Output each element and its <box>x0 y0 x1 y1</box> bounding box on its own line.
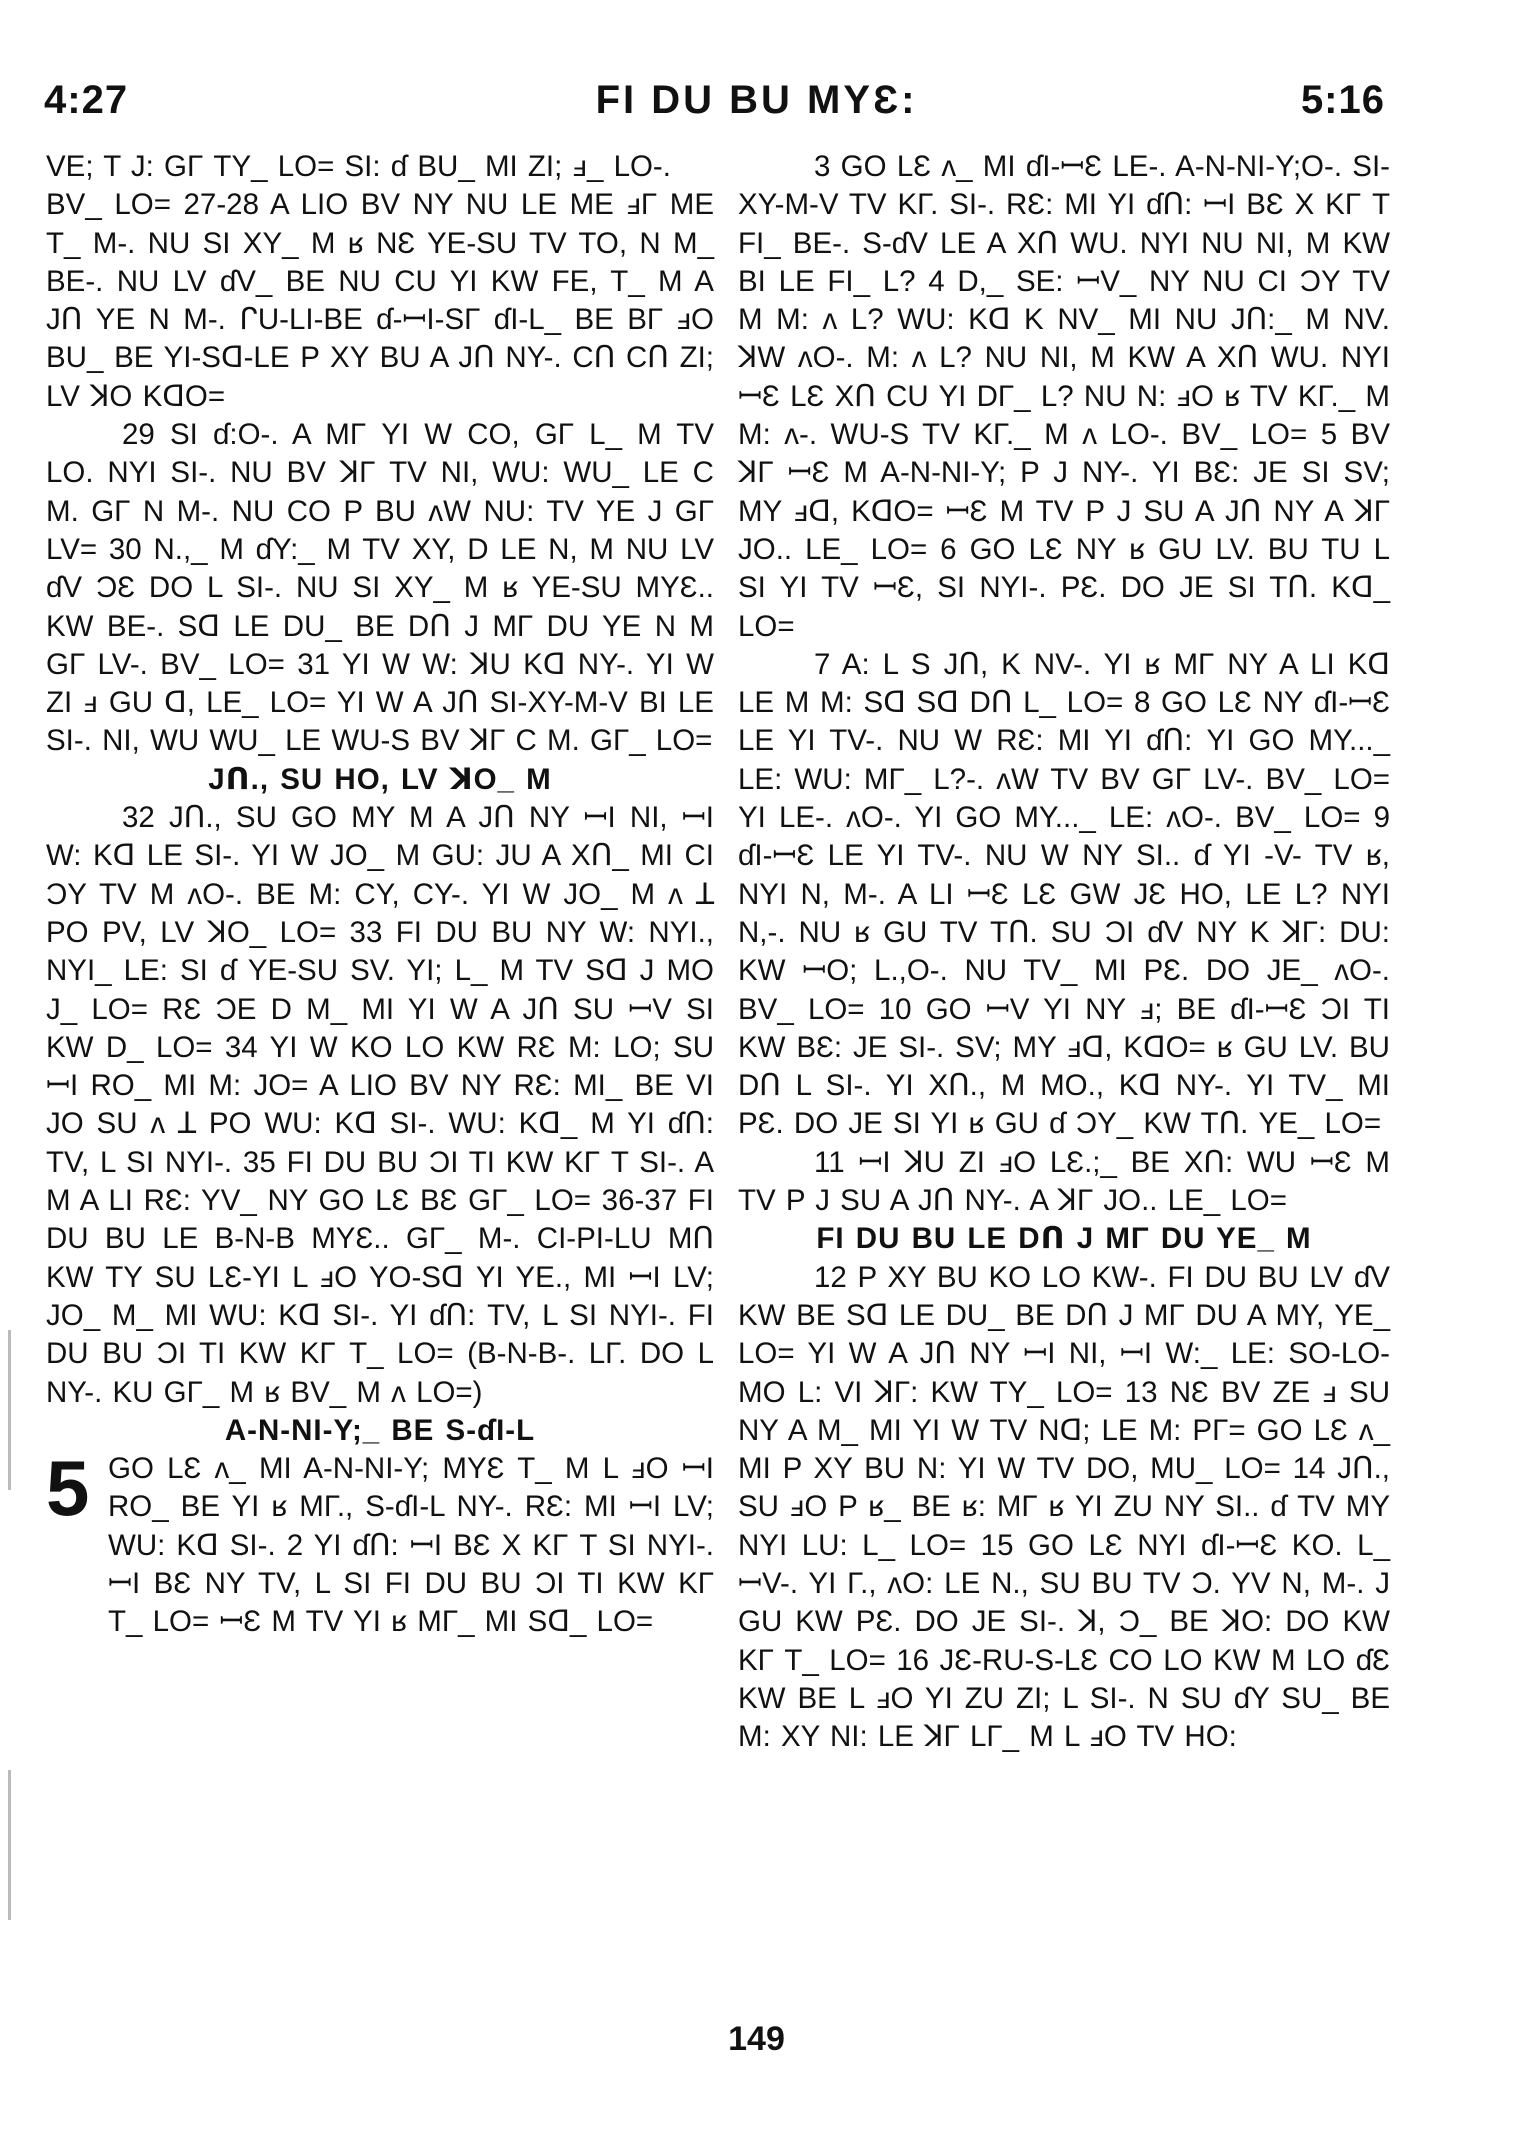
right-column <box>738 148 1390 1756</box>
paragraph: BV_ LO= 27-28 A LIO BV NY NU LE ME ⅎΓ ME T_ M-. NU SI XY_ M ʁ NƐ YE-SU TV TO, N M_ BE-. NU LV ɗV_ BE NU CU YI KW FE, T_ M A Jᑎ YE N M-. ᒋU-LI-BE ɗ-ꟷI-SΓ ɗI-L_ BE BΓ ⅎO BU_ BE YI-Sꓷ-LE P XY BU A Jᑎ NY-. Cᑎ Cᑎ ZI; LV ꓘO KꓷO= <box>46 188 714 413</box>
page-number: 149 <box>728 2020 785 2058</box>
chapter-number: 5 <box>46 1444 90 1533</box>
paragraph: VE; T J: GΓ TY_ LO= SI: ɗ BU_ MI ZI; ⅎ_ LO-. <box>46 150 671 183</box>
paragraph: 11 ꟷI ꓘU ZI ⅎO LƐ.;_ BE Xᑎ: WU ꟷƐ M TV P J SU A Jᑎ NY-. A ꓘΓ JO.. LE_ LO= <box>738 1145 1390 1218</box>
header-book-title: FI DU BU MYƐ: <box>595 78 918 122</box>
header-chapter-verse-end: 5:16 <box>1300 78 1385 122</box>
header-chapter-verse-start: 4:27 <box>44 78 129 122</box>
paragraph: 12 P XY BU KO LO KW-. FI DU BU LV ɗV KW BE Sꓷ LE DU_ BE Dᑎ J MΓ DU A MY, YE_ LO= YI W A Jᑎ NY ꟷI NI, ꟷI W:_ LE: SO-LO-MO L: VI ꓘΓ: KW TY_ LO= 13 NƐ BV ZE ⅎ SU NY A M_ MI YI W TV Nꓷ; LE M: PΓ= GO LƐ ʌ_ MI P XY BU N: YI W TV DO, MU_ LO= 14 Jᑎ., SU ⅎO P ʁ_ BE ʁ: MΓ ʁ YI ZU NY SI.. ɗ TV MY NYI LU: L_ LO= 15 GO LƐ NYI ɗI-ꟷƐ KO. L_ ꟷV-. YI Γ., ʌO: LE N., SU BU TV Ɔ. YV N, M-. J GU KW PƐ. DO JE SI-. ꓘ, Ɔ_ BE ꓘO: DO KW KΓ T_ LO= 16 JƐ-RU-S-LƐ CO LO KW M LO ɗƐ KW BE L ⅎO YI ZU ZI; L SI-. N SU ɗY SU_ BE M: XY NI: LE ꓘΓ LΓ_ M L ⅎO TV HO: <box>738 1260 1390 1754</box>
paragraph: 32 Jᑎ., SU GO MY M A Jᑎ NY ꟷI NI, ꟷI W: Kꓷ LE SI-. YI W JO_ M GU: JU A Xᑎ_ MI CI ƆY TV M ʌO-. BE M: CY, CY-. YI W JO_ M ʌ ꓕ PO PV, LV ꓘO_ LO= 33 FI DU BU NY W: NYI., NYI_ LE: SI ɗ YE-SU SV. YI; L_ M TV Sꓷ J MO J_ LO= RƐ ƆE D M_ MI YI W A Jᑎ SU ꟷV SI KW D_ LO= 34 YI W KO LO KW RƐ M: LO; SU ꟷI RO_ MI M: JO= A LIO BV NY RƐ: MI_ BE VI JO SU ʌ ꓕ PO WU: Kꓷ SI-. WU: Kꓷ_ M YI ɗᑎ: TV, L SI NYI-. 35 FI DU BU ƆI TI KW KΓ T SI-. A M A LI RƐ: YV_ NY GO LƐ BƐ GΓ_ LO= 36-37 FI DU BU LE B-N-B MYƐ.. GΓ_ M-. CI-PI-LU Mᑎ KW TY SU LƐ-YI L ⅎO YO-Sꓷ YI YE., MI ꟷI LV; JO_ M_ MI WU: Kꓷ SI-. YI ɗᑎ: TV, L SI NYI-. FI DU BU ƆI TI KW KΓ T_ LO= (B-N-B-. LΓ. DO L NY-. KU GΓ_ M ʁ BV_ M ʌ LO=) <box>46 801 714 1409</box>
paragraph: GO LƐ ʌ_ MI A-N-NI-Y; MYƐ T_ M L ⅎO ꟷI RO_ BE YI ʁ MΓ., S-ɗI-L NY-. RƐ: MI ꟷI LV; WU: Kꓷ SI-. 2 YI ɗᑎ: ꟷI BƐ X KΓ T SI NYI-. ꟷI BƐ NY TV, L SI FI DU BU ƆI TI KW KΓ T_ LO= ꟷƐ M TV YI ʁ MΓ_ MI Sꓷ_ LO= <box>108 1452 714 1639</box>
paragraph: 7 A: L S Jᑎ, K NV-. YI ʁ MΓ NY A LI Kꓷ LE M M: Sꓷ Sꓷ Dᑎ L_ LO= 8 GO LƐ NY ɗI-ꟷƐ LE YI TV-. NU W RƐ: MI YI ɗᑎ: YI GO MY..._ LE: WU: MΓ_ L?-. ʌW TV BV GΓ LV-. BV_ LO= YI LE-. ʌO-. YI GO MY..._ LE: ʌO-. BV_ LO= 9 ɗI-ꟷƐ LE YI TV-. NU W NY SI.. ɗ YI -V- TV ʁ, NYI N, M-. A LI ꟷƐ LƐ GW JƐ HO, LE L? NYI N,-. NU ʁ GU TV Tᑎ. SU ƆI ɗV NY K ꓘΓ: DU: KW ꟷO; L.,O-. NU TV_ MI PƐ. DO JE_ ʌO-. BV_ LO= 10 GO ꟷV YI NY ⅎ; BE ɗI-ꟷƐ ƆI TI KW BƐ: JE SI-. SV; MY ⅎꓷ, KꓷO= ʁ GU LV. BU Dᑎ L SI-. YI Xᑎ., M MO., Kꓷ NY-. YI TV_ MI PƐ. DO JE SI YI ʁ GU ɗ ƆY_ KW Tᑎ. YE_ LO= <box>738 647 1390 1141</box>
left-column <box>46 148 714 1642</box>
section-heading: A-N-NI-Y;_ BE S-ɗI-L <box>224 1413 536 1447</box>
scan-edge-mark <box>8 1770 11 1920</box>
paragraph: 29 SI ɗ:O-. A MΓ YI W CO, GΓ L_ M TV LO. NYI SI-. NU BV ꓘΓ TV NI, WU: WU_ LE C M. GΓ N M-. NU CO P BU ʌW NU: TV YE J GΓ LV= 30 N.,_ M ɗY:_ M TV XY, D LE N, M NU LV ɗV ƆƐ DO L SI-. NU SI XY_ M ʁ YE-SU MYƐ.. KW BE-. Sꓷ LE DU_ BE Dᑎ J MΓ DU YE N M GΓ LV-. BV_ LO= 31 YI W W: ꓘU Kꓷ NY-. YI W ZI ⅎ GU ꓷ, LE_ LO= YI W A Jᑎ SI-XY-M-V BI LE SI-. NI, WU WU_ LE WU-S BV ꓘΓ C M. GΓ_ LO= <box>46 418 714 758</box>
section-heading: Jᑎ., SU HO, LV ꓘO_ M <box>208 762 552 796</box>
scan-edge-mark <box>8 1330 11 1490</box>
paragraph: 3 GO LƐ ʌ_ MI ɗI-ꟷƐ LE-. A-N-NI-Y;O-. SI-XY-M-V TV KΓ. SI-. RƐ: MI YI ɗᑎ: ꟷI BƐ X KΓ T FI_ BE-. S-ɗV LE A Xᑎ WU. NYI NU NI, M KW BI LE FI_ L? 4 D,_ SE: ꟷV_ NY NU CI ƆY TV M M: ʌ L? WU: Kꓷ K NV_ MI NU Jᑎ:_ M NV. ꓘW ʌO-. M: ʌ L? NU NI, M KW A Xᑎ WU. NYI ꟷƐ LƐ Xᑎ CU YI DΓ_ L? NU N: ⅎO ʁ TV KΓ._ M M: ʌ-. WU-S TV KΓ._ M ʌ LO-. BV_ LO= 5 BV ꓘΓ ꟷƐ M A-N-NI-Y; P J NY-. YI BƐ: JE SI SV; MY ⅎꓷ, KꓷO= ꟷƐ M TV P J SU A Jᑎ NY A ꓘΓ JO.. LE_ LO= 6 GO LƐ NY ʁ GU LV. BU TU L SI YI TV ꟷƐ, SI NYI-. PƐ. DO JE SI Tᑎ. Kꓷ_ LO= <box>738 150 1390 643</box>
section-heading: FI DU BU LE Dᑎ J MΓ DU YE_ M <box>816 1222 1312 1256</box>
chapter-start <box>46 1444 714 1641</box>
